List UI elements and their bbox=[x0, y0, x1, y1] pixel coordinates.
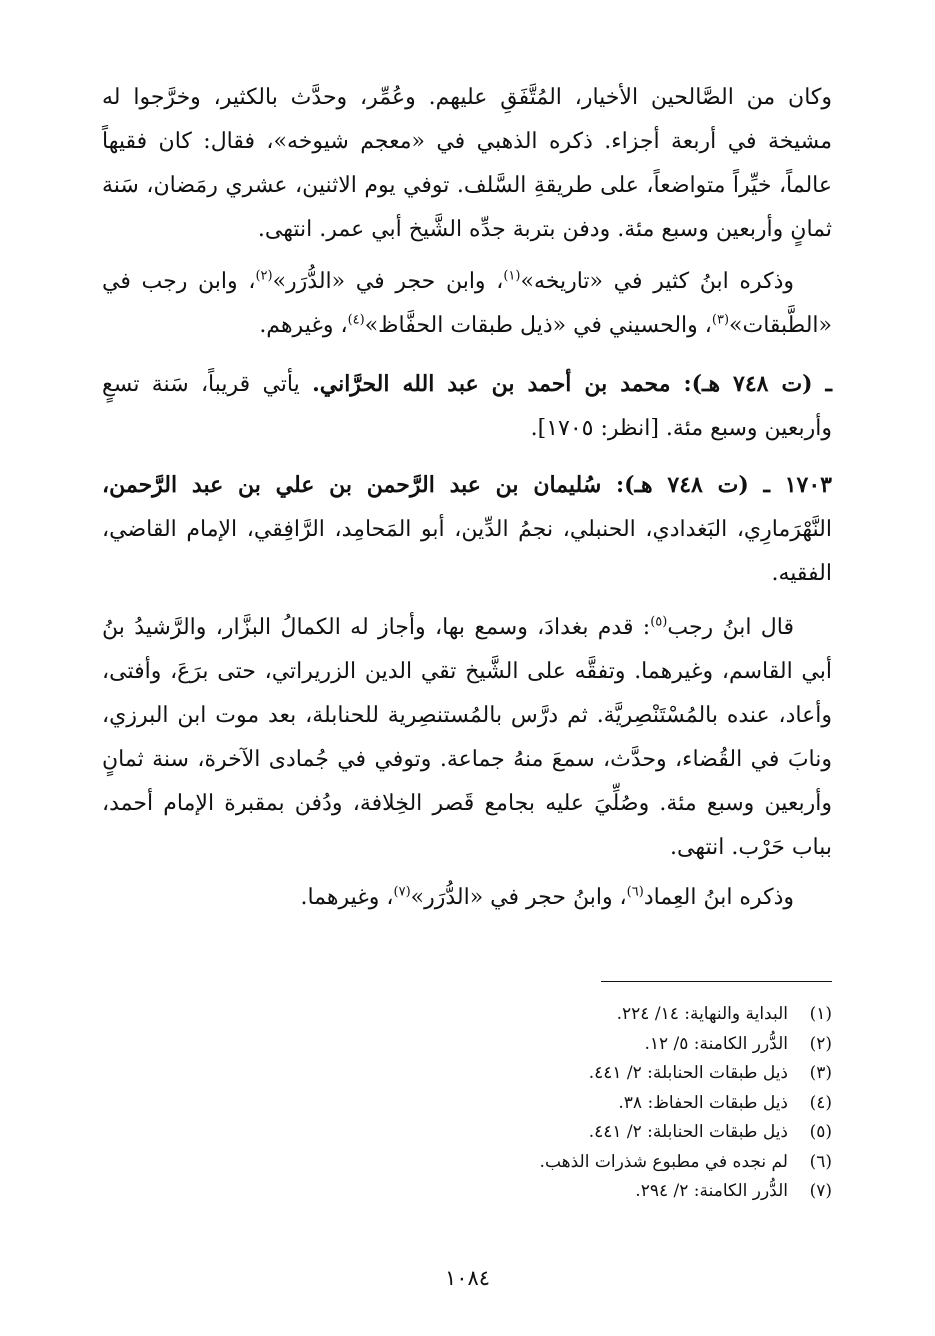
text-run: وذكره ابنُ العِماد bbox=[643, 885, 794, 910]
paragraph-mentions bbox=[102, 876, 832, 920]
footnote-ref: (٢) bbox=[255, 268, 273, 284]
text-run: ، وغيرهما. bbox=[300, 885, 394, 910]
footnote-number: (١) bbox=[809, 1004, 832, 1024]
footnote-ref: (٧) bbox=[393, 884, 411, 900]
footnote-text: ذيل طبقات الحنابلة: ٢/ ٤٤١. bbox=[588, 1122, 788, 1142]
footnote-7 bbox=[102, 1177, 832, 1207]
footnote-text: الدُّرر الكامنة: ٢/ ٢٩٤. bbox=[635, 1181, 788, 1201]
footnote-text: ذيل طبقات الحنابلة: ٢/ ٤٤١. bbox=[588, 1063, 788, 1083]
footnote-text: الدُّرر الكامنة: ٥/ ١٢. bbox=[644, 1033, 788, 1054]
footnote-number: (٦) bbox=[809, 1151, 832, 1172]
footnote-text: ذيل طبقات الحفاظ: ٣٨. bbox=[618, 1092, 788, 1113]
text-run: قال ابنُ رجب bbox=[667, 615, 795, 640]
main-text bbox=[102, 76, 832, 920]
footnote-number: (٤) bbox=[809, 1092, 832, 1113]
footnote-2 bbox=[102, 1030, 832, 1060]
footnote-ref: (٥) bbox=[650, 614, 668, 630]
footnote-number: (٧) bbox=[809, 1181, 832, 1201]
paragraph-1 bbox=[102, 76, 832, 252]
footnote-number: (٥) bbox=[809, 1122, 832, 1142]
footnote-3 bbox=[102, 1059, 832, 1089]
footnote-5 bbox=[102, 1118, 832, 1148]
text-run: النَّهْرَمارِي، البَغدادي، الحنبلي، نجمُ الدِّين، أبو المَحامِد، الرَّافِقي، الإمام القاضي، الفقيه. bbox=[102, 517, 832, 586]
text-run: ، وغيرهم. bbox=[259, 313, 348, 338]
footnote-divider bbox=[601, 981, 832, 982]
text-run: وكان من الصَّالحين الأخيار، المُتَّفَقِ عليهم. وعُمِّر، وحدَّث بالكثير، وخرَّجوا له مشيخة في أربعة أجزاء. ذكره الذهبي في «معجم شيوخه»، فقال: كان فقيهاً عالماً، خيِّراً متواضعاً، على طريقةِ السَّلف. توفي يوم الاثنين، عشري رمَضان، سَنة ثمانٍ وأربعين وسبع مئة. ودفن بتربة جدِّه الشَّيخ أبي عمر. انتهى. bbox=[102, 85, 832, 242]
text-run: ، وابن رجب في «الطَّبقات» bbox=[102, 269, 832, 338]
footnote-ref: (١) bbox=[503, 268, 521, 284]
footnote-text: لم نجده في مطبوع شذرات الذهب. bbox=[539, 1151, 788, 1172]
text-run: ، وابنُ حجر في «الدُّرَر» bbox=[410, 885, 627, 910]
text-run: يأتي قريباً، سَنة تسعٍ وأربعين وسبع مئة. [انظر: ١٧٠٥]. bbox=[102, 372, 832, 441]
footnote-text: البداية والنهاية: ١٤/ ٢٢٤. bbox=[616, 1004, 788, 1024]
entry-1703-sulayman bbox=[102, 463, 832, 596]
page-number: ١٠٨٤ bbox=[444, 1266, 491, 1290]
text-run: ، والحسيني في «ذيل طبقات الحفَّاظ» bbox=[364, 313, 712, 338]
entry-heading: ـ (ت ٧٤٨ هـ): محمد بن أحمد بن عبد الله الحرَّاني. bbox=[312, 371, 832, 397]
footnote-4 bbox=[102, 1089, 832, 1119]
footnote-ref: (٤) bbox=[347, 312, 365, 328]
entry-muhammad-harrani bbox=[102, 362, 832, 451]
paragraph-2 bbox=[102, 260, 832, 348]
footnote-number: (٢) bbox=[809, 1033, 832, 1054]
footnotes bbox=[102, 1000, 832, 1207]
text-run: وذكره ابنُ كثير في «تاريخه» bbox=[520, 269, 794, 294]
footnote-ref: (٦) bbox=[626, 884, 644, 900]
footnote-ref: (٣) bbox=[711, 312, 730, 328]
paragraph-ibn-rajab-quote bbox=[102, 606, 832, 870]
footnote-number: (٣) bbox=[809, 1063, 832, 1083]
entry-heading: ١٧٠٣ ـ (ت ٧٤٨ هـ): سُليمان بن عبد الرَّحمن بن علي بن عبد الرَّحمن، bbox=[102, 472, 832, 498]
footnote-1 bbox=[102, 1000, 832, 1030]
text-run: : قدم بغدادَ، وسمع بها، وأجاز له الكمالُ البزَّار، والرَّشيدُ بنُ أبي القاسم، وغيرهما. وتفقَّه على الشَّيخ تقي الدين الزريراتي، حتى برَعَ، وأفتى، وأعاد، عنده بالمُسْتَنْصِريَّة. ثم درَّس بالمُستنصِرية للحنابلة، بعد موت ابن البرزي، ونابَ في القُضاء، وحدَّث، سمعَ منهُ جماعة. وتوفي في جُمادى الآخرة، سنة ثمانٍ وأربعين وسبع مئة. وصُلِّيَ عليه بجامع قَصر الخِلافة، ودُفن بمقبرة الإمام أحمد، بباب حَرْب. انتهى. bbox=[102, 615, 832, 860]
text-run: ، وابن حجر في «الدُّرَر» bbox=[272, 269, 504, 294]
footnote-6 bbox=[102, 1148, 832, 1178]
